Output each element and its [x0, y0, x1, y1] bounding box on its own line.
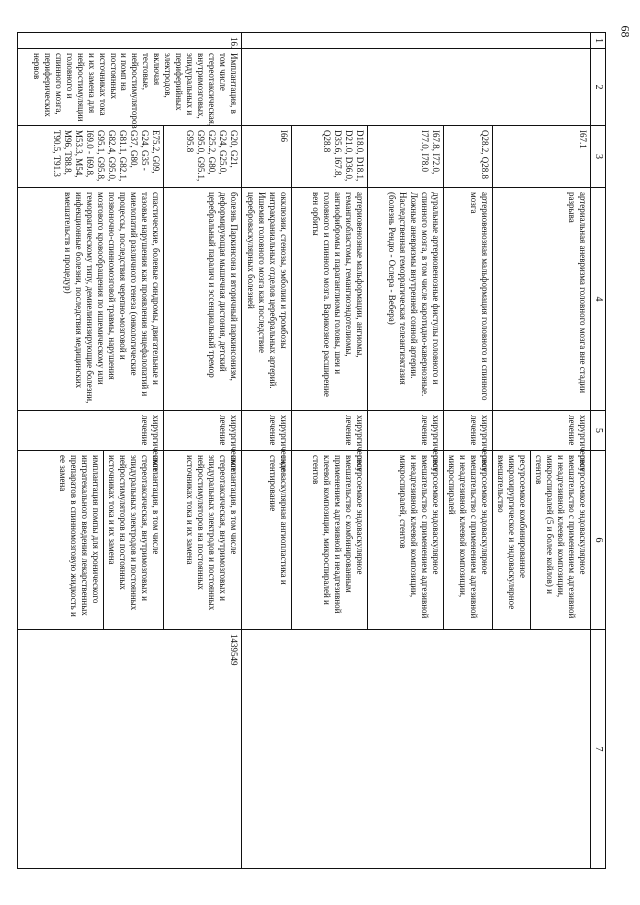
methods-cell	[18, 451, 164, 630]
page-number: 68	[618, 25, 633, 38]
methods-cell: ресурсоемкое эндоваскулярное вмешательство с применением адгезивной и неадгезивной клеевой композиции, микроспиралей, стентов	[368, 451, 444, 630]
col-num-4: 4	[590, 188, 605, 411]
codes-cell: I67.1	[493, 126, 591, 188]
col-num-6: 6	[590, 451, 605, 630]
empty-name-cell	[242, 49, 591, 126]
methods-cell: эндоваскулярная ангиопластика и стентирование	[242, 451, 292, 630]
method-text: ресурсоемкое комбинированное микрохирургическое и эндоваскулярное вмешательство	[496, 455, 528, 610]
methods-cell: имплантация, в том числе стереотаксическая, внутримозговых и эпидуральных электродов и постоянных нейростимуляторов на постоянных источниках тока и их замена	[164, 451, 242, 630]
disease-cell: артериальная аневризма головного мозга вне стадии разрыва	[493, 188, 591, 411]
table-row	[493, 33, 591, 869]
entry-number: 16.	[18, 33, 242, 49]
col-num-3: 3	[590, 126, 605, 188]
entry-name: Имплантация, в том числе стереотаксическая, внутримозговых, эпидуральных и периферийных электродов, включая тестовые, нейростимуляторов и помп на постоянных источниках тока и их замена для нейростимуляции головного и спинного мозга, периферических нервов	[18, 49, 242, 126]
disease-cell: болезнь Паркинсона и вторичный паркинсонизм, деформирующая мышечная дистония, детский церебральный паралич и эссенциальный тремор	[164, 188, 242, 411]
methods-cell: ресурсоемкое эндоваскулярное вмешательство с комбинированным применением адгезивной и неадгезивной клеевой композиции, микроспиралей и стентов	[292, 451, 368, 630]
treatment-cell: хирургическое лечение	[18, 411, 164, 451]
column-number-row	[590, 33, 605, 869]
methods-cell: ресурсоемкое эндоваскулярное вмешательство с применением адгезивной и неадгезивной клеевой композиции, микроспиралей	[444, 451, 493, 630]
method-text: имплантация помпы для хронического интратекального введения лекарственных препаратов в спинномозговую жидкость и ее замена	[58, 455, 102, 617]
treatment-cell: хирургическое лечение	[292, 411, 368, 451]
empty-num-cell	[242, 33, 591, 49]
codes-cell: I66	[242, 126, 292, 188]
disease-cell: дуральные артериовенозные фистулы головного и спинного мозга, в том числе каротидно-кавернозные. Ложные аневризмы внутренней сонной артерии. Наследственная геморрагическая телеангиэктазия (болезнь Рендю - Ослера - Вебера)	[368, 188, 444, 411]
method-text: ресурсоемкое эндоваскулярное вмешательство с применением адгезивной и неадгезивной клеевой композиции, микроспиралей (5 и более койлов) и стентов	[530, 451, 590, 629]
table-row	[164, 33, 242, 869]
disease-cell: артериовенозные мальформации, ангиомы, гемангиобластомы, гемангиоэндотелиомы, ангиофибромы и параганглиомы головы, шеи и головного и спинного мозга. Варикозное расширение вен орбиты	[292, 188, 368, 411]
codes-cell: D18.0, D18.1, D21.0, D36.0, D35.6, I67.8, Q28.8	[292, 126, 368, 188]
empty-price-cell	[242, 630, 591, 869]
codes-cell: I67.8, I72.0, I77.0, I78.0	[368, 126, 444, 188]
treatment-cell: хирургическое лечение	[368, 411, 444, 451]
col-num-1: 1	[590, 33, 605, 49]
treatment-cell: хирургическое лечение	[242, 411, 292, 451]
treatment-cell: хирургическое лечение	[493, 411, 591, 451]
treatment-cell: хирургическое лечение	[164, 411, 242, 451]
codes-cell: G20, G21, G24, G25.0, G25.2, G80, G95.0, G95.1, G95.8	[164, 126, 242, 188]
treatment-cell: хирургическое лечение	[444, 411, 493, 451]
disease-cell: артериовенозная мальформация головного и спинного мозга	[444, 188, 493, 411]
codes-cell: Q28.2, Q28.8	[444, 126, 493, 188]
side-code: 1439549	[18, 630, 242, 869]
methods-cell	[493, 451, 591, 630]
disease-cell: спастические, болевые синдромы, двигательные и тазовые нарушения как проявления энцефалопатий и миелопатий различного генеза (онкологические процессы, последствия черепно-мозговой и позвоночно-спинномозговой травмы, нарушения мозгового кровообращения по ишемическому или геморрагическому типу, демиелинизирующие болезни, инфекционные болезни, последствия медицинских вмешательств и процедур)	[18, 188, 164, 411]
col-num-2: 2	[590, 49, 605, 126]
method-text: имплантация, в том числе стереотаксическая, внутримозговых и эпидуральных электродов и постоянных нейростимуляторов на постоянных источниках тока и их замена	[103, 451, 163, 629]
services-table	[17, 32, 606, 869]
col-num-5: 5	[590, 411, 605, 451]
disease-cell: окклюзии, стенозы, эмболии и тромбозы интракраниальных отделов церебральных артерий. Ишемия головного мозга как последствие цереброваскулярных болезней	[242, 188, 292, 411]
codes-cell: E75.2, G09, G24, G35 - G37, G80, G81.1, G82.1, G82.4, G95.0, G95.1, G95.8, I69.0 - I69.8, M53.3, M54, M96, T88.8, T90.5, T91.3	[18, 126, 164, 188]
col-num-7: 7	[590, 630, 605, 869]
